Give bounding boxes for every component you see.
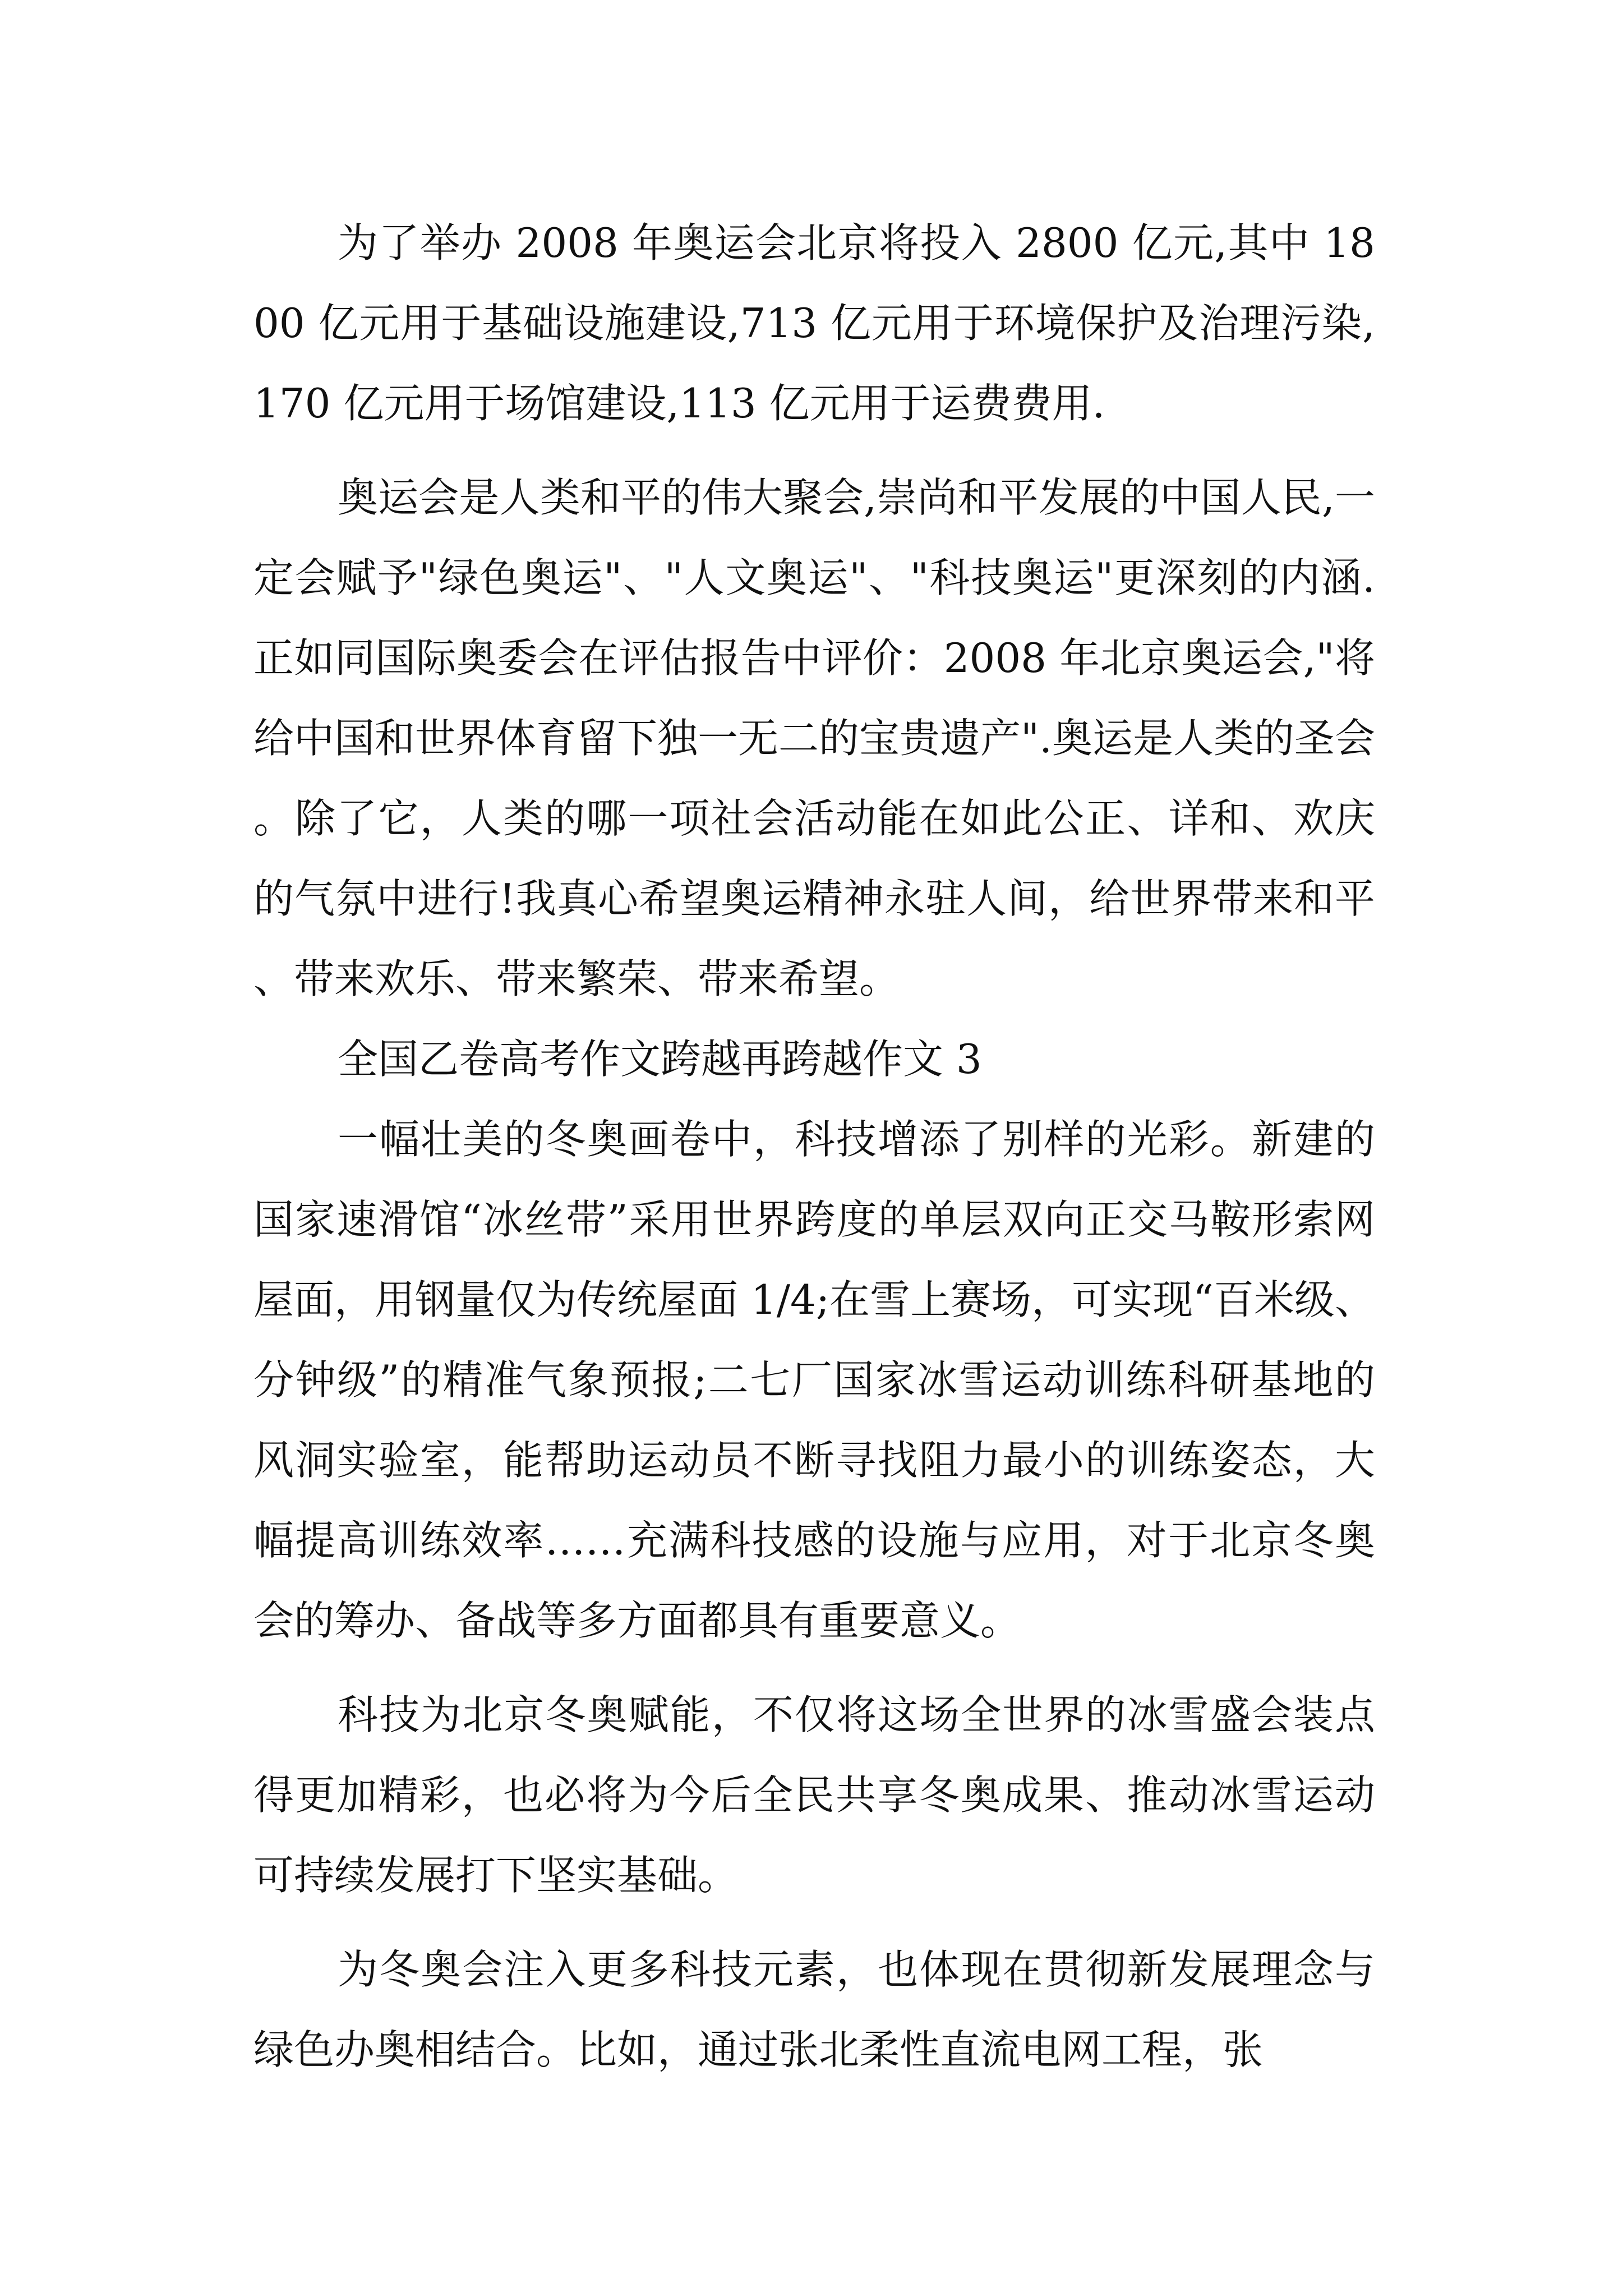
paragraph-technology-empowers: 科技为北京冬奥赋能，不仅将这场全世界的冰雪盛会装点得更加精彩，也必将为今后全民共享冬奥成果、推动冰雪运动可持续发展打下坚实基础。	[253, 1691, 1375, 1899]
paragraph-olympic-investment: 为了举办 2008 年奥运会北京将投入 2800 亿元,其中 1800 亿元用于基础设施建设,713 亿元用于环境保护及治理污染,170 亿元用于场馆建设,113 亿元用于运费费用.	[253, 219, 1375, 427]
document-body	[253, 203, 1375, 2090]
essay-heading: 全国乙卷高考作文跨越再跨越作文 3	[338, 1036, 982, 1083]
paragraph-winter-olympics-technology: 一幅壮美的冬奥画卷中，科技增添了别样的光彩。新建的国家速滑馆“冰丝带”采用世界跨度的单层双向正交马鞍形索网屋面，用钢量仅为传统屋面 1/4;在雪上赛场，可实现“百米级、分钟级”的精准气象预报;二七厂国家冰雪运动训练科研基地的风洞实验室，能帮助运动员不断寻找阻力最小的训练姿态，大幅提高训练效率……充满科技感的设施与应用，对于北京冬奥会的筹办、备战等多方面都具有重要意义。	[253, 1116, 1375, 1644]
paragraph-green-olympics: 为冬奥会注入更多科技元素，也体现在贯彻新发展理念与绿色办奥相结合。比如，通过张北柔性直流电网工程，张	[253, 1946, 1375, 2073]
paragraph-olympic-meaning: 奥运会是人类和平的伟大聚会,崇尚和平发展的中国人民,一定会赋予"绿色奥运"、"人文奥运"、"科技奥运"更深刻的内涵.正如同国际奥委会在评估报告中评价：2008 年北京奥运会,"将给中国和世界体育留下独一无二的宝贵遗产".奥运是人类的圣会。除了它，人类的哪一项社会活动能在如此公正、详和、欢庆的气氛中进行!我真心希望奥运精神永驻人间，给世界带来和平、带来欢乐、带来繁荣、带来希望。	[253, 474, 1376, 1002]
